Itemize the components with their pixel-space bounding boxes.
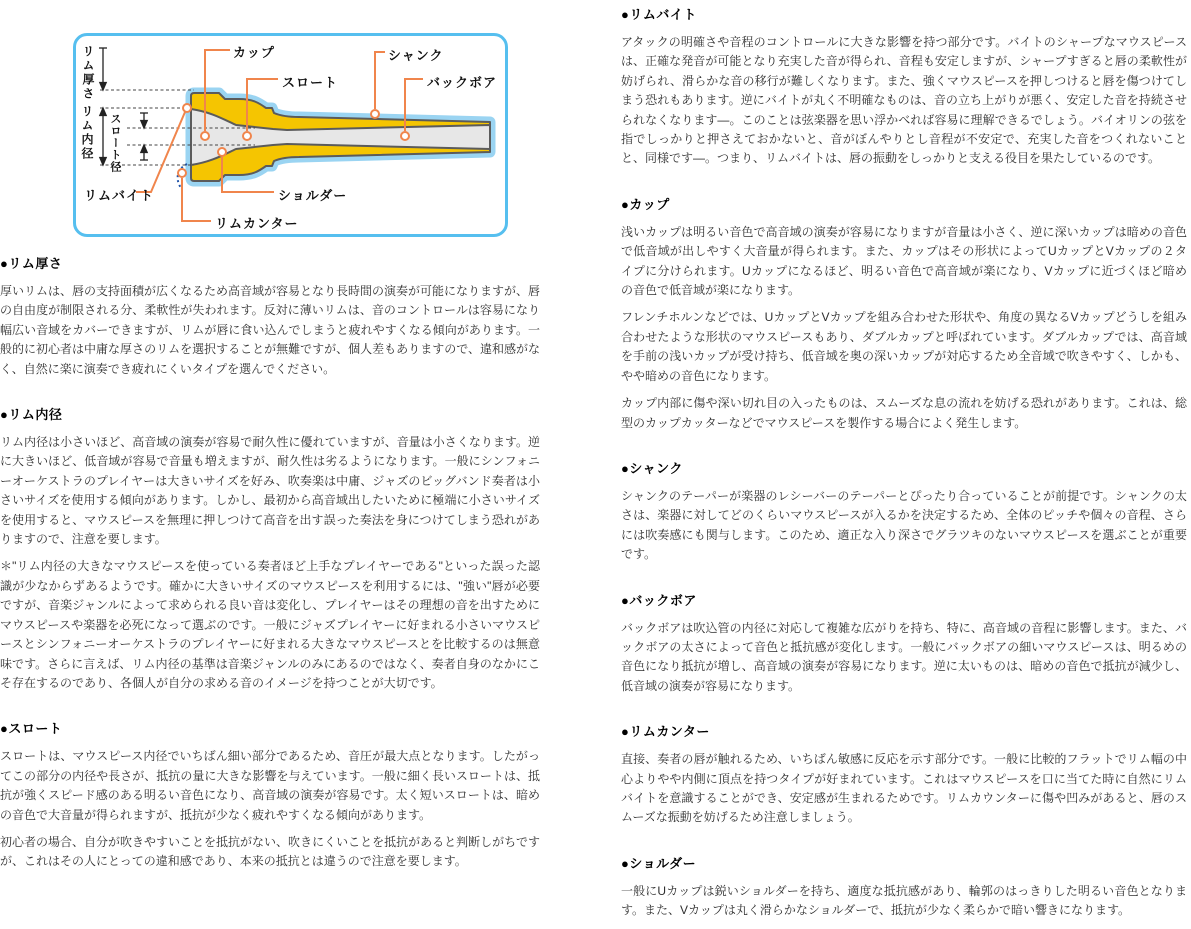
paragraph: 初心者の場合、自分が吹きやすいことを抵抗がない、吹きにくいことを抵抗があると判断しがちですが、これはその人にとっての違和感であり、本来の抵抗とは違うので注意を要します。 — [0, 834, 540, 869]
section-rim-thickness — [0, 253, 540, 379]
diagram-label-shoulder: ショルダー — [278, 188, 348, 203]
section-shank — [621, 458, 1187, 565]
diagram-label-rim-bite: リムバイト — [84, 188, 155, 203]
diagram-label-rim-inner-diameter: リム内径 — [80, 105, 94, 161]
paragraph: 直接、奏者の唇が触れるため、いちばん敏感に反応を示す部分です。一般に比較的フラットでリム幅の中心よりやや内側に頂点を持つタイプが好まれています。これはマウスピースを口に当てた時に自然にリムバイトを意識することができ、安定感が生まれるためです。リムカウンターに傷や凹みがあると、唇のスムーズな振動を妨げるため注意しましょう。 — [621, 752, 1187, 825]
diagram-label-throat: スロート — [282, 75, 339, 90]
section-backbore — [621, 590, 1187, 697]
diagram-label-shank: シャンク — [388, 48, 444, 63]
section-heading-rim-thickness: ●リム厚さ — [0, 256, 63, 271]
paragraph: フレンチホルンなどでは、UカップとVカップを組み合わせた形状や、角度の異なるVカップどうしを組み合わせたような形状のマウスピースもあり、ダブルカップと呼ばれています。ダブルカップでは、高音域を手前の浅いカップが受け持ち、低音域を奥の深いカップが対応するため全音域で吹きやすく、しかも、やや暗めの音色になります。 — [621, 310, 1187, 383]
section-heading-shank: ●シャンク — [621, 460, 683, 476]
section-heading-rim-bite: ●リムバイト — [621, 7, 697, 22]
section-throat — [0, 718, 540, 871]
paragraph: 一般にUカップは鋭いショルダーを持ち、適度な抵抗感があり、輪郭のはっきりした明るい音色となります。また、Vカップは丸く滑らかなショルダーで、抵抗が少なく柔らかで暗い響きになります。 — [621, 883, 1187, 918]
section-cup — [621, 194, 1187, 433]
section-heading-rim-inner-diameter: ●リム内径 — [0, 407, 63, 423]
left-column — [0, 0, 540, 880]
right-column — [621, 0, 1187, 929]
section-rim-inner-diameter — [0, 404, 540, 693]
section-heading-rim-contour: ●リムカンター — [621, 724, 710, 740]
paragraph: バックボアは吹込管の内径に対応して複雑な広がりを持ち、特に、高音域の音程に影響します。また、バックボアの太さによって音色と抵抗感が変化します。一般にバックボアの細いマウスピースは、明るめの音色になり抵抗が増し、高音域の演奏が容易になります。逆に太いものは、暗めの音色で抵抗が減少し、低音域の演奏が容易になります。 — [621, 620, 1187, 693]
section-heading-throat: ●スロート — [0, 721, 63, 737]
paragraph: 厚いリムは、唇の支持面積が広くなるため高音域が容易となり長時間の演奏が可能になりますが、唇の自由度が制限される分、柔軟性が失われます。反対に薄いリムは、音のコントロールは容易になり幅広い音域をカバーできますが、リムが唇に食い込んでしまうと疲れやすくなる傾向があります。一般的に初心者は中庸な厚さのリムを選択することが無難ですが、個人差もありますので、違和感がなく、自然に楽に演奏でき疲れにくいタイプを選んでください。 — [0, 284, 541, 376]
paragraph: シャンクのテーパーが楽器のレシーバーのテーパーとぴったり合っていることが前提です。シャンクの太さは、楽器に対してどのくらいマウスピースが入るかを決定するため、全体のピッチや個々の音程、さらには吹奏感にも関与します。このため、適正な入り深さでグラツキのないマウスピースを選ぶことが重要です。 — [621, 488, 1187, 562]
paragraph: ＊"リム内径の大きなマウスピースを使っている奏者ほど上手なプレイヤーである"といった誤った認識が少なからずあるようです。確かに大きいサイズのマウスピースを利用するには、"強い"唇が必要ですが、音楽ジャンルによって求められる良い音は変化し、プレイヤーはその理想の音を出すためにマウスピースや楽器を必死になって選ぶのです。一般にジャズプレイヤーに好まれる小さいマウスピースとシンフォニーオーケストラのプレイヤーに好まれる大きなマウスピースとを比較するのは無意味です。さらに言えば、リム内径の基準は音楽ジャンルのみにあるのではなく、奏者自身のなかにこそ存在するのであり、各個人が自分の求める音のイメージを持つことが大切です。 — [0, 559, 540, 690]
section-rim-bite — [621, 4, 1187, 169]
section-shoulder — [621, 853, 1187, 921]
section-heading-shoulder: ●ショルダー — [621, 855, 697, 871]
paragraph: スロートは、マウスピース内径でいちばん細い部分であるため、音圧が最大点となります。したがってこの部分の内径や長さが、抵抗の量に大きな影響を与えています。一般に細く長いスロートは、抵抗が強くスピード感のある明るい音色になり、高音域の演奏が容易です。太く短いスロートは、暗めの音色で大音量が得られますが、抵抗が少なく疲れやすくなる傾向があります。 — [0, 749, 540, 822]
section-heading-backbore: ●バックボア — [621, 592, 697, 608]
diagram-label-rim-thickness: リム厚さ — [81, 45, 95, 101]
section-heading-cup: ●カップ — [621, 196, 670, 212]
diagram-label-cup: カップ — [233, 45, 275, 60]
paragraph: カップ内部に傷や深い切れ目の入ったものは、スムーズな息の流れを妨げる恐れがあります。これは、総型のカップカッターなどでマウスピースを製作する場合によく発生します。 — [621, 396, 1187, 430]
paragraph: 浅いカップは明るい音色で高音域の演奏が容易になりますが音量は小さく、逆に深いカップは暗めの音色で低音域が出しやすく大音量が得られます。また、カップはその形状によってUカップとVカップの２タイプに分けられます。Uカップになるほど、明るい音色で高音域が楽になり、Vカップに近づくほど暗めの音色で低音域が楽になります。 — [621, 224, 1187, 298]
paragraph: アタックの明確さや音程のコントロールに大きな影響を持つ部分です。バイトのシャープなマウスピースは、正確な発音が可能となり充実した音が得られ、音程も安定しますが、シャープすぎると唇の柔軟性が妨げられ、滑らかな音の移行が難しくなります。また、強くマウスピースを押しつけると唇を傷つけてしまう恐れもあります。逆にバイトが丸く不明確なものは、音の立ち上がりが悪く、安定した音を持続させられなくなります―。このことは弦楽器を思い浮かべれば容易に理解できるでしょう。バイオリンの弦を指でしっかりと押さえておかないと、音がぼんやりとし音程が不安定で、充実した音をつくれないことと、同様です―。つまり、リムバイトは、唇の振動をしっかりと支える役目を果たしているのです。 — [621, 35, 1187, 166]
paragraph: リム内径は小さいほど、高音域の演奏が容易で耐久性に優れていますが、音量は小さくなります。逆に大きいほど、低音域が容易で音量も増えますが、耐久性は劣るようになります。一般にシンフォニーオーケストラのプレイヤーは大きいサイズを好み、吹奏楽は中庸、ジャズのビッグバンド奏者は小さいサイズを使用する傾向があります。しかし、最初から高音域出したいために極端に小さいサイズを使用すると、マウスピースを無理に押しつけて高音を出す誤った奏法を身につけてしまう恐れがありますので、注意を要します。 — [0, 435, 540, 547]
mouthpiece-diagram — [73, 33, 508, 237]
section-rim-contour — [621, 721, 1187, 828]
diagram-label-rim-contour: リムカンター — [215, 216, 299, 231]
diagram-label-backbore: バックボア — [427, 75, 498, 90]
diagram-label-throat-diameter: スロート径 — [109, 113, 121, 173]
